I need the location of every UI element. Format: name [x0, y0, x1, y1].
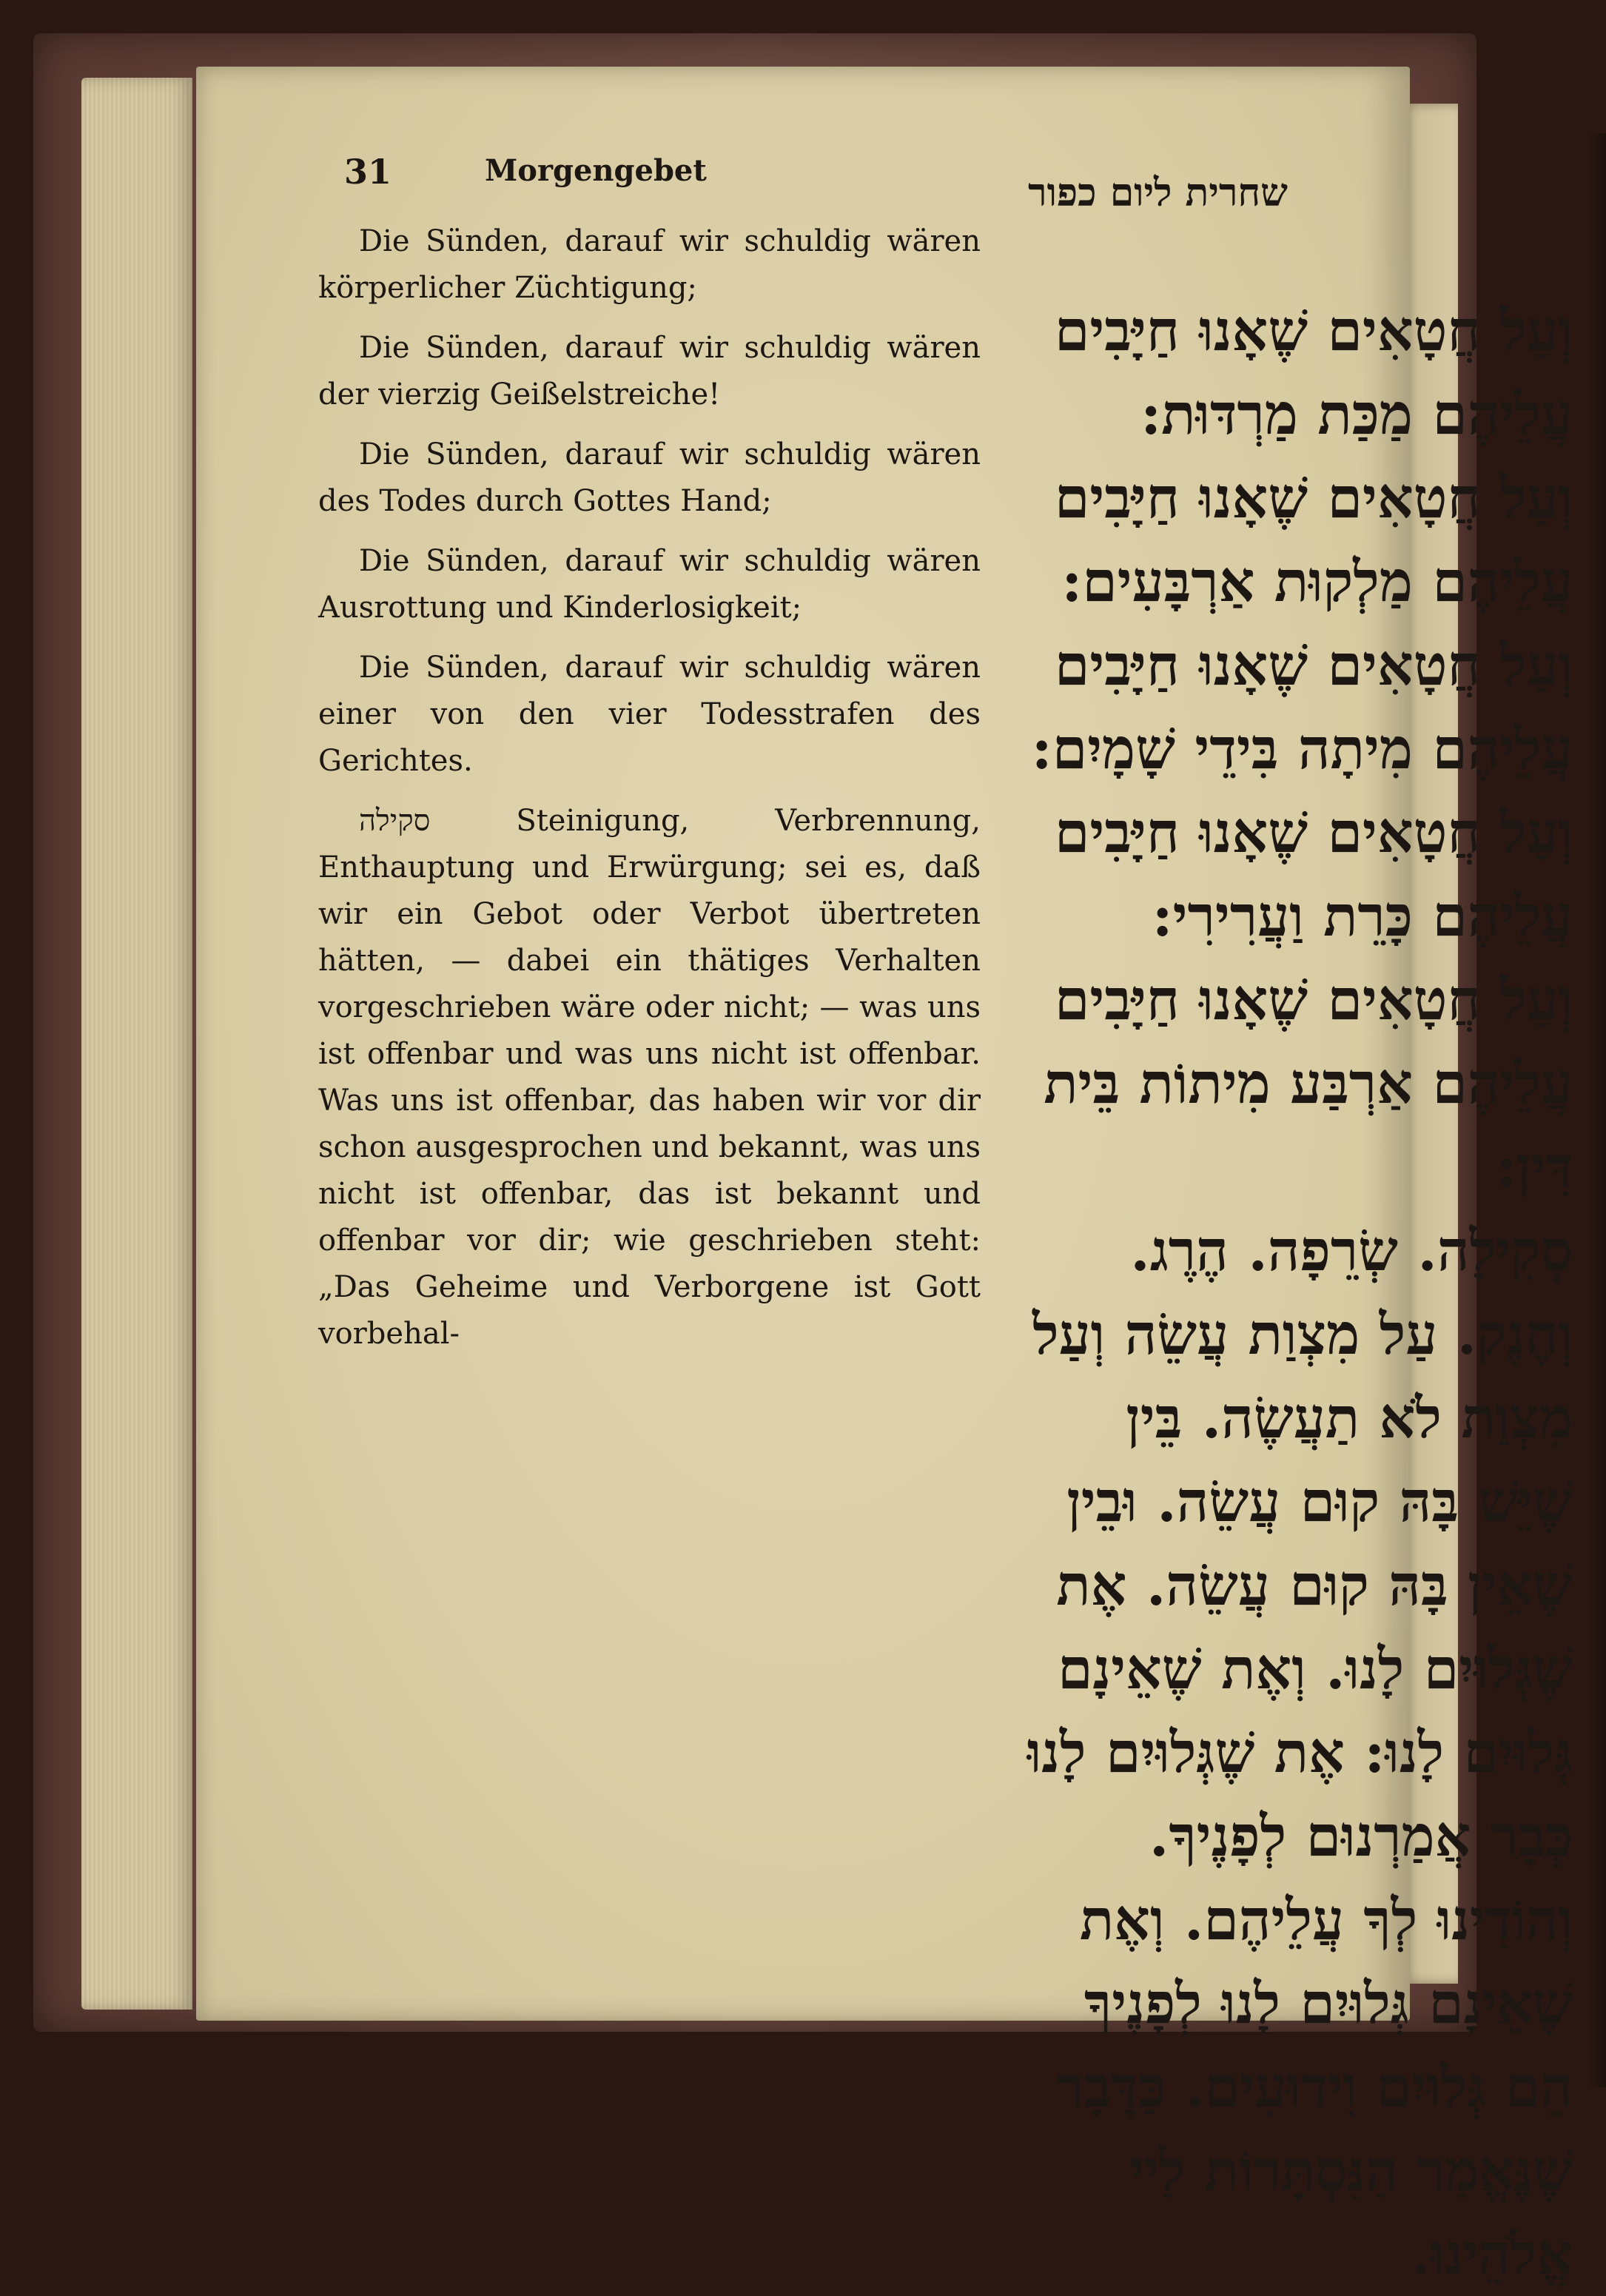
- hebrew-running-title: שחרית ליום כפור: [1028, 170, 1288, 215]
- german-paragraph: Die Sünden, darauf wir schuldig wären körperlicher Züchtigung;: [318, 224, 981, 305]
- hebrew-column: [1025, 289, 1573, 2296]
- german-paragraph: Die Sünden, darauf wir schuldig wären Ausrottung und Kinderlosigkeit;: [318, 544, 981, 625]
- german-paragraph: Die Sünden, darauf wir schuldig wären der vierzig Geißelstreiche!: [318, 331, 981, 412]
- hebrew-paragraph: וְעַל חֲטָאִים שֶׁאָנוּ חַיָּבִים עֲלֵיהֶם מִיתָה בִּידֵי שָׁמָיִם:: [1031, 632, 1573, 782]
- hebrew-paragraph: וְעַל חֲטָאִים שֶׁאָנוּ חַיָּבִים עֲלֵיהֶם מַלְקוּת אַרְבָּעִים:: [1054, 465, 1573, 614]
- german-paragraph: סקילה Steinigung, Verbrennung, Enthauptung und Erwürgung; sei es, daß wir ein Gebot oder Verbot übertreten hätten, — dabei ein thätiges Verhalten vorgeschrieben wäre oder nicht; — was uns ist offenbar und was uns nicht ist offenbar. Was uns ist offenbar, das haben wir vor dir schon ausgesprochen und bekannt, was uns nicht ist offenbar, das ist bekannt und offenbar vor dir; wie geschrieben steht: „Das Geheime und Verborgene ist Gott vorbehal-: [318, 804, 981, 1351]
- german-paragraph: Die Sünden, darauf wir schuldig wären einer von den vier Todesstrafen des Gerichtes.: [318, 651, 981, 778]
- spine-shadow: [1587, 133, 1606, 2087]
- hebrew-paragraph: וְעַל חֲטָאִים שֶׁאָנוּ חַיָּבִים עֲלֵיהֶם אַרְבַּע מִיתוֹת בֵּית דִּין:: [1044, 967, 1573, 1200]
- hebrew-paragraph: וְעַל חֲטָאִים שֶׁאָנוּ חַיָּבִים עֲלֵיהֶם כָּרֵת וַעֲרִירִי:: [1054, 799, 1573, 949]
- hebrew-paragraph: וְעַל חֲטָאִים שֶׁאָנוּ חַיָּבִים עֲלֵיהֶם מַכַּת מַרְדּוּת:: [1054, 298, 1573, 447]
- book-page: [196, 67, 1573, 2287]
- page-number: 31: [344, 152, 392, 192]
- running-title: Morgengebet: [485, 153, 707, 188]
- page-edges: [81, 78, 192, 2010]
- german-column: [318, 218, 981, 1357]
- german-paragraph: Die Sünden, darauf wir schuldig wären des Todes durch Gottes Hand;: [318, 437, 981, 518]
- hebrew-paragraph: סְקִילָה. שְׂרֵפָה. הֶרֶג. וְחֶנֶק. עַל מִצְוַת עֲשֵׂה וְעַל מִצְוַת לֹא תַעֲשֶׂה. בֵּין שֶׁיֵּשׁ בָּהּ קוּם עֲשֵׂה. וּבֵין שֶׁאֵין בָּהּ קוּם עֲשֵׂה. אֶת שֶׁגְּלוּיִם לָנוּ. וְאֶת שֶׁאֵינָם גְּלוּיִם לָנוּ: אֶת שֶׁגְּלוּיִם לָנוּ כְּבָר אֲמַרְנוּם לְפָנֶיךָ. וְהוֹדִינוּ לְךָ עֲלֵיהֶם. וְאֶת שֶׁאֵינָם גְּלוּיִם לָנוּ לְפָנֶיךָ הֵם גְּלוּיִם וִידוּעִים. כַּדָּבָר שֶׁנֶּאֱמַר הַנִּסְתָּרוֹת לַיי אֱלֹהֵינוּ.: [1027, 1218, 1573, 2287]
